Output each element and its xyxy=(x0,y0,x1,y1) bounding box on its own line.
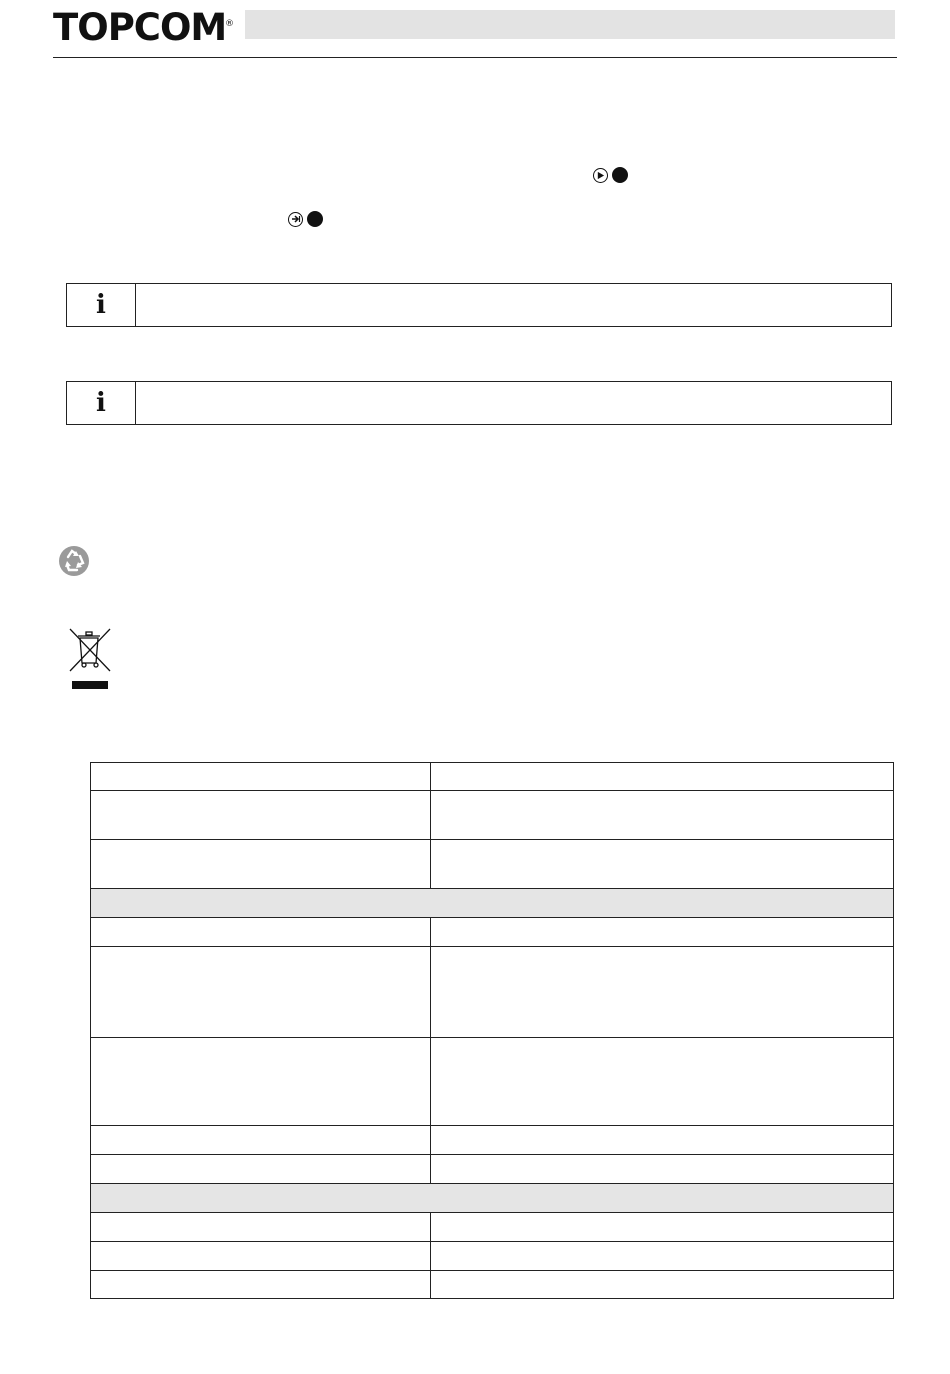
table-cell xyxy=(431,1155,894,1184)
note-text xyxy=(136,284,891,326)
section-label xyxy=(91,889,894,918)
header-bar xyxy=(245,10,895,39)
info-icon: i xyxy=(96,388,106,418)
specifications-table xyxy=(90,762,894,1299)
table-row xyxy=(91,791,894,840)
table-row xyxy=(91,1213,894,1242)
table-cell xyxy=(91,840,431,889)
table-row xyxy=(91,1271,894,1299)
info-icon: i xyxy=(96,290,106,320)
table-row xyxy=(91,918,894,947)
table-cell xyxy=(431,1213,894,1242)
play-button-reference xyxy=(593,167,628,183)
brand-logo xyxy=(53,6,233,49)
registered-mark: ® xyxy=(225,19,233,29)
enter-circle-icon xyxy=(288,212,303,227)
info-note-2 xyxy=(66,381,892,425)
table-cell xyxy=(431,791,894,840)
info-note-1 xyxy=(66,283,892,327)
table-cell xyxy=(91,791,431,840)
table-row xyxy=(91,840,894,889)
enter-button-reference xyxy=(288,211,323,227)
note-text xyxy=(136,382,891,424)
table-section-header xyxy=(91,1184,894,1213)
table-cell xyxy=(431,763,894,791)
table-row xyxy=(91,1155,894,1184)
table-row xyxy=(91,763,894,791)
table-cell xyxy=(91,947,431,1038)
play-circle-icon xyxy=(593,168,608,183)
info-icon-cell xyxy=(67,284,136,326)
table-cell xyxy=(91,1038,431,1126)
table-row xyxy=(91,1126,894,1155)
section-label xyxy=(91,1184,894,1213)
table-cell xyxy=(431,1271,894,1299)
table-cell xyxy=(91,918,431,947)
table-cell xyxy=(91,763,431,791)
table-row xyxy=(91,1038,894,1126)
table-cell xyxy=(91,1242,431,1271)
crossed-bin-icon xyxy=(68,627,112,691)
table-row xyxy=(91,1242,894,1271)
filled-circle-icon xyxy=(612,167,628,183)
table-cell xyxy=(431,1242,894,1271)
table-cell xyxy=(431,918,894,947)
table-cell xyxy=(91,1155,431,1184)
header-divider xyxy=(53,57,897,58)
table-cell xyxy=(431,947,894,1038)
table-section-header xyxy=(91,889,894,918)
table-cell xyxy=(91,1271,431,1299)
recycle-icon xyxy=(58,545,90,577)
table-cell xyxy=(431,1126,894,1155)
table-row xyxy=(91,947,894,1038)
table-cell xyxy=(91,1213,431,1242)
brand-name: TOPCOM xyxy=(53,6,227,49)
filled-circle-icon xyxy=(307,211,323,227)
table-cell xyxy=(431,840,894,889)
info-icon-cell xyxy=(67,382,136,424)
table-cell xyxy=(431,1038,894,1126)
table-cell xyxy=(91,1126,431,1155)
